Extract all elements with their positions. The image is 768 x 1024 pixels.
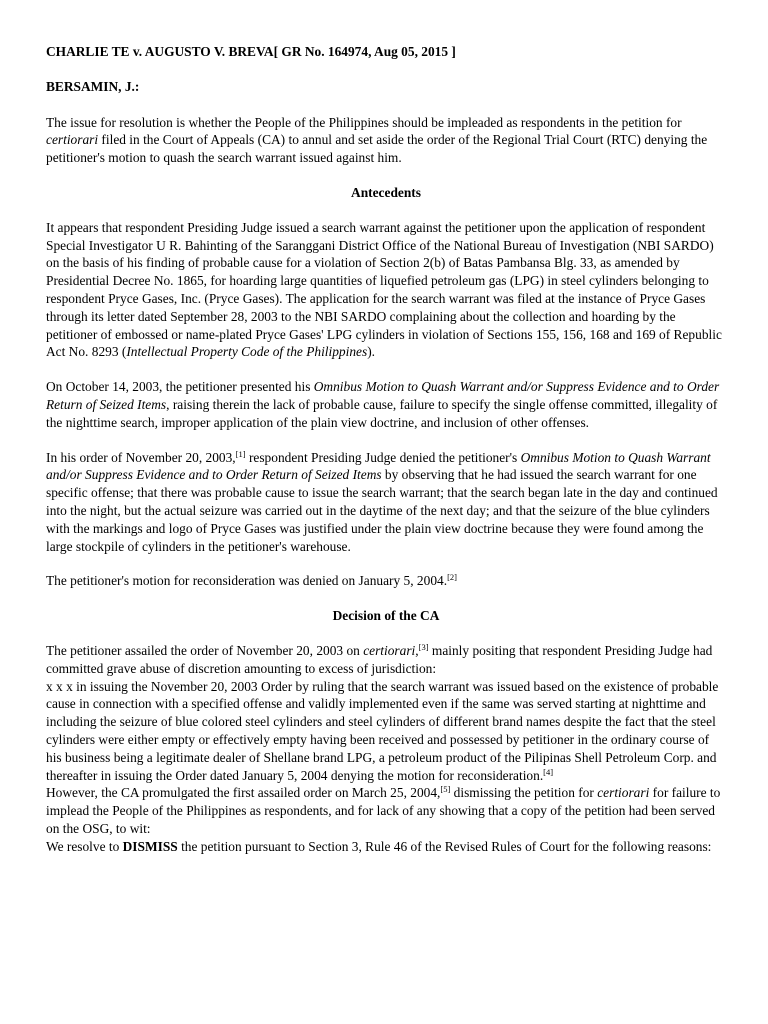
paragraph-quote-dismiss: We resolve to DISMISS the petition pursuant to Section 3, Rule 46 of the Revised Rules of Court for the following reasons: xyxy=(46,838,712,854)
paragraph-ca-dismissal: However, the CA promulgated the first assailed order on March 25, 2004,[5] dismissing the petition for certiorari for failure to implead the People of the Philippines as respondents, and for lack of any showing that a copy of the petition had been served on the OSG, to wit: xyxy=(46,784,721,836)
heading-antecedents: Antecedents xyxy=(351,184,421,200)
footnote-ref-5[interactable]: [5] xyxy=(440,784,451,795)
paragraph-quote-grounds: x x x in issuing the November 20, 2003 Order by ruling that the search warrant was issued based on the existence of probable cause in connection with a specified offense and validly implemented even if the same was served starting at nighttime and including the seizure of blue colored steel cylinders and steel cylinders of different brand names despite the fact that the steel cylinders were either empty or effectively empty having been received and possessed by petitioner in the ordinary course of his business being a legitimate dealer of Shellane brand LPG, a petroleum product of the Pilipinas Shell Petroleum Corp. and thereafter in issuing the Order dated January 5, 2004 denying the motion for reconsideration.[4] xyxy=(46,678,719,783)
footnote-ref-4[interactable]: [4] xyxy=(543,766,554,777)
paragraph-rtc-order: In his order of November 20, 2003,[1] respondent Presiding Judge denied the petitioner's Omnibus Motion to Quash Warrant and/or Suppress Evidence and to Order Return of Seized Items by observing that he had issued the search warrant for one specific offense; that there was probable cause to issue the search warrant; that the search began late in the day and continued into the night, but the actual seizure was carried out in the daytime of the next day; and that the seizure of the blue cylinders with the markings and logo of Pryce Gases was justified under the plain view doctrine because they were found among the large stockpile of cylinders in the petitioner's warehouse. xyxy=(46,448,718,554)
heading-decision-ca: Decision of the CA xyxy=(332,608,440,624)
footnote-ref-3[interactable]: [3] xyxy=(418,641,429,652)
footnote-ref-1[interactable]: [1] xyxy=(235,448,246,459)
paragraph-certiorari: The petitioner assailed the order of November 20, 2003 on certiorari,[3] mainly positing that respondent Presiding Judge had committed grave abuse of discretion amounting to excess of jurisdiction: xyxy=(46,641,713,676)
ponente: BERSAMIN, J.: xyxy=(46,78,140,94)
paragraph-antecedents: It appears that respondent Presiding Judge issued a search warrant against the petitioner upon the application of respondent Special Investigator U R. Bahinting of the Saranggani District Office of the National Bureau of Investigation (NBI SARDO) on the basis of his finding of probable cause for a violation of Section 2(b) of Batas Pambansa Blg. 33, as amended by Presidential Decree No. 1865, for hoarding large quantities of liquefied petroleum gas (LPG) in steel cylinders belonging to respondent Pryce Gases, Inc. (Pryce Gases). The application for the search warrant was filed at the instance of Pryce Gases through its letter dated September 28, 2003 to the NBI SARDO complaining about the collection and hoarding by the petitioner of embossed or name-plated Pryce Gases' LPG cylinders in violation of Sections 155, 156, 168 and 169 of Republic Act No. 8293 (Intellectual Property Code of the Philippines). xyxy=(46,219,722,360)
paragraph-reconsideration: The petitioner's motion for reconsideration was denied on January 5, 2004.[2] xyxy=(46,572,457,589)
paragraph-omnibus-motion: On October 14, 2003, the petitioner presented his Omnibus Motion to Quash Warrant and/or Suppress Evidence and to Order Return of Seized Items, raising therein the lack of probable cause, failure to specify the single offense committed, illegality of the nighttime search, improper application of the plain view doctrine, and inclusion of other offenses. xyxy=(46,379,720,430)
footnote-ref-2[interactable]: [2] xyxy=(447,572,457,583)
case-title: CHARLIE TE v. AUGUSTO V. BREVA[ GR No. 164974, Aug 05, 2015 ] xyxy=(46,44,456,59)
document-body xyxy=(46,43,726,855)
paragraph-issue: The issue for resolution is whether the People of the Philippines should be impleaded as respondents in the petition for certiorari filed in the Court of Appeals (CA) to annul and set aside the order of the Regional Trial Court (RTC) denying the petitioner's motion to quash the search warrant issued against him. xyxy=(46,114,708,166)
